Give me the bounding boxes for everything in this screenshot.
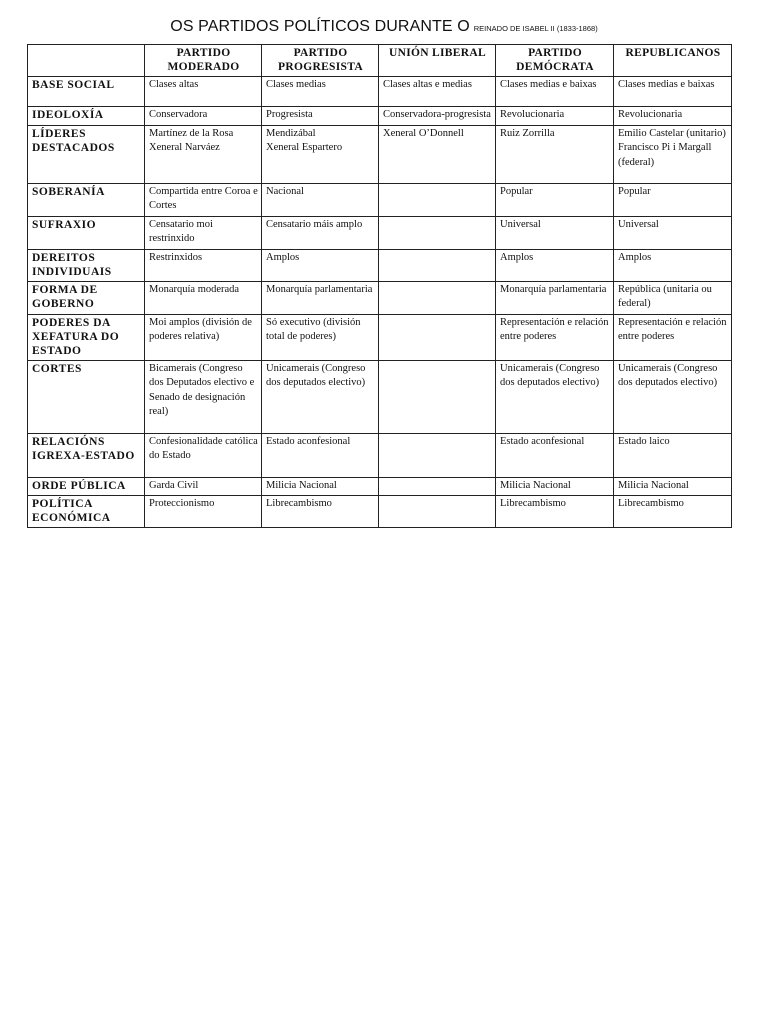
- table-row: [28, 183, 732, 216]
- cell-union-liberal: [379, 477, 496, 496]
- table-row: [28, 360, 732, 433]
- cell-progresista: Nacional: [262, 183, 379, 216]
- cell-moderado: Moi amplos (división de poderes relativa): [145, 314, 262, 360]
- cell-progresista: Monarquía parlamentaria: [262, 281, 379, 314]
- cell-union-liberal: Clases altas e medias: [379, 77, 496, 107]
- cell-moderado: Compartida entre Coroa e Cortes: [145, 183, 262, 216]
- cell-moderado: Conservadora: [145, 107, 262, 126]
- cell-moderado: Garda Civil: [145, 477, 262, 496]
- row-header: SUFRAXIO: [28, 216, 145, 249]
- cell-union-liberal: [379, 216, 496, 249]
- cell-union-liberal: [379, 433, 496, 477]
- row-header: POLÍTICA ECONÓMICA: [28, 496, 145, 528]
- cell-union-liberal: Conservadora-progresista: [379, 107, 496, 126]
- cell-progresista: Só executivo (división total de poderes): [262, 314, 379, 360]
- cell-democrata: Estado aconfesional: [496, 433, 614, 477]
- cell-progresista: Progresista: [262, 107, 379, 126]
- cell-democrata: Ruiz Zorrilla: [496, 125, 614, 183]
- cell-union-liberal: [379, 281, 496, 314]
- document-title: [0, 18, 768, 36]
- row-header: LÍDERES DESTACADOS: [28, 125, 145, 183]
- cell-moderado: Censatario moi restrinxido: [145, 216, 262, 249]
- table-row: [28, 125, 732, 183]
- cell-republicanos: Revolucionaria: [614, 107, 732, 126]
- cell-democrata: Universal: [496, 216, 614, 249]
- table-row: [28, 314, 732, 360]
- cell-republicanos: Amplos: [614, 249, 732, 281]
- cell-democrata: Unicamerais (Congreso dos deputados electivo): [496, 360, 614, 433]
- cell-progresista: Censatario máis amplo: [262, 216, 379, 249]
- table-row: [28, 77, 732, 107]
- cell-union-liberal: [379, 314, 496, 360]
- row-header: DEREITOS INDIVIDUAIS: [28, 249, 145, 281]
- cell-union-liberal: [379, 183, 496, 216]
- table-row: [28, 496, 732, 528]
- table-body: [28, 77, 732, 528]
- cell-republicanos: Popular: [614, 183, 732, 216]
- cell-republicanos: Emilio Castelar (unitario) Francisco Pi i Margall (federal): [614, 125, 732, 183]
- row-header: CORTES: [28, 360, 145, 433]
- cell-progresista: Estado aconfesional: [262, 433, 379, 477]
- cell-republicanos: Universal: [614, 216, 732, 249]
- cell-moderado: Restrinxidos: [145, 249, 262, 281]
- row-header: ORDE PÚBLICA: [28, 477, 145, 496]
- table-row: [28, 216, 732, 249]
- row-header: BASE SOCIAL: [28, 77, 145, 107]
- cell-progresista: Mendizábal Xeneral Espartero: [262, 125, 379, 183]
- cell-democrata: Monarquía parlamentaria: [496, 281, 614, 314]
- cell-progresista: Amplos: [262, 249, 379, 281]
- cell-republicanos: Estado laico: [614, 433, 732, 477]
- cell-republicanos: República (unitaria ou federal): [614, 281, 732, 314]
- table-row: [28, 249, 732, 281]
- cell-moderado: Clases altas: [145, 77, 262, 107]
- table-row: [28, 433, 732, 477]
- row-header: FORMA DE GOBERNO: [28, 281, 145, 314]
- column-header-partido-democrata: PARTIDO DEMÓCRATA: [496, 45, 614, 77]
- row-header: PODERES DA XEFATURA DO ESTADO: [28, 314, 145, 360]
- cell-progresista: Librecambismo: [262, 496, 379, 528]
- cell-democrata: Representación e relación entre poderes: [496, 314, 614, 360]
- cell-democrata: Revolucionaria: [496, 107, 614, 126]
- cell-democrata: Popular: [496, 183, 614, 216]
- cell-republicanos: Unicamerais (Congreso dos deputados electivo): [614, 360, 732, 433]
- cell-moderado: Bicamerais (Congreso dos Deputados electivo e Senado de designación real): [145, 360, 262, 433]
- column-header-partido-moderado: PARTIDO MODERADO: [145, 45, 262, 77]
- cell-moderado: Confesionalidade católica do Estado: [145, 433, 262, 477]
- cell-moderado: Monarquía moderada: [145, 281, 262, 314]
- document-title-main: OS PARTIDOS POLÍTICOS DURANTE O: [170, 18, 470, 35]
- column-header-republicanos: REPUBLICANOS: [614, 45, 732, 77]
- table-header: [28, 45, 732, 77]
- table-row: [28, 107, 732, 126]
- parties-table: [27, 44, 732, 528]
- header-row: [28, 45, 732, 77]
- cell-progresista: Clases medias: [262, 77, 379, 107]
- cell-democrata: Milicia Nacional: [496, 477, 614, 496]
- cell-moderado: Proteccionismo: [145, 496, 262, 528]
- cell-democrata: Clases medias e baixas: [496, 77, 614, 107]
- cell-democrata: Amplos: [496, 249, 614, 281]
- cell-progresista: Unicamerais (Congreso dos deputados electivo): [262, 360, 379, 433]
- cell-republicanos: Milicia Nacional: [614, 477, 732, 496]
- cell-progresista: Milicia Nacional: [262, 477, 379, 496]
- header-corner-cell: [28, 45, 145, 77]
- cell-republicanos: Clases medias e baixas: [614, 77, 732, 107]
- table-row: [28, 281, 732, 314]
- cell-union-liberal: [379, 360, 496, 433]
- row-header: IDEOLOXÍA: [28, 107, 145, 126]
- table-row: [28, 477, 732, 496]
- cell-union-liberal: Xeneral O’Donnell: [379, 125, 496, 183]
- column-header-partido-progresista: PARTIDO PROGRESISTA: [262, 45, 379, 77]
- cell-union-liberal: [379, 249, 496, 281]
- cell-republicanos: Representación e relación entre poderes: [614, 314, 732, 360]
- cell-union-liberal: [379, 496, 496, 528]
- row-header: RELACIÓNS IGREXA-ESTADO: [28, 433, 145, 477]
- document-title-subtitle: REINADO DE ISABEL II (1833-1868): [473, 24, 598, 33]
- cell-republicanos: Librecambismo: [614, 496, 732, 528]
- cell-moderado: Martínez de la Rosa Xeneral Narváez: [145, 125, 262, 183]
- row-header: SOBERANÍA: [28, 183, 145, 216]
- cell-democrata: Librecambismo: [496, 496, 614, 528]
- column-header-union-liberal: UNIÓN LIBERAL: [379, 45, 496, 77]
